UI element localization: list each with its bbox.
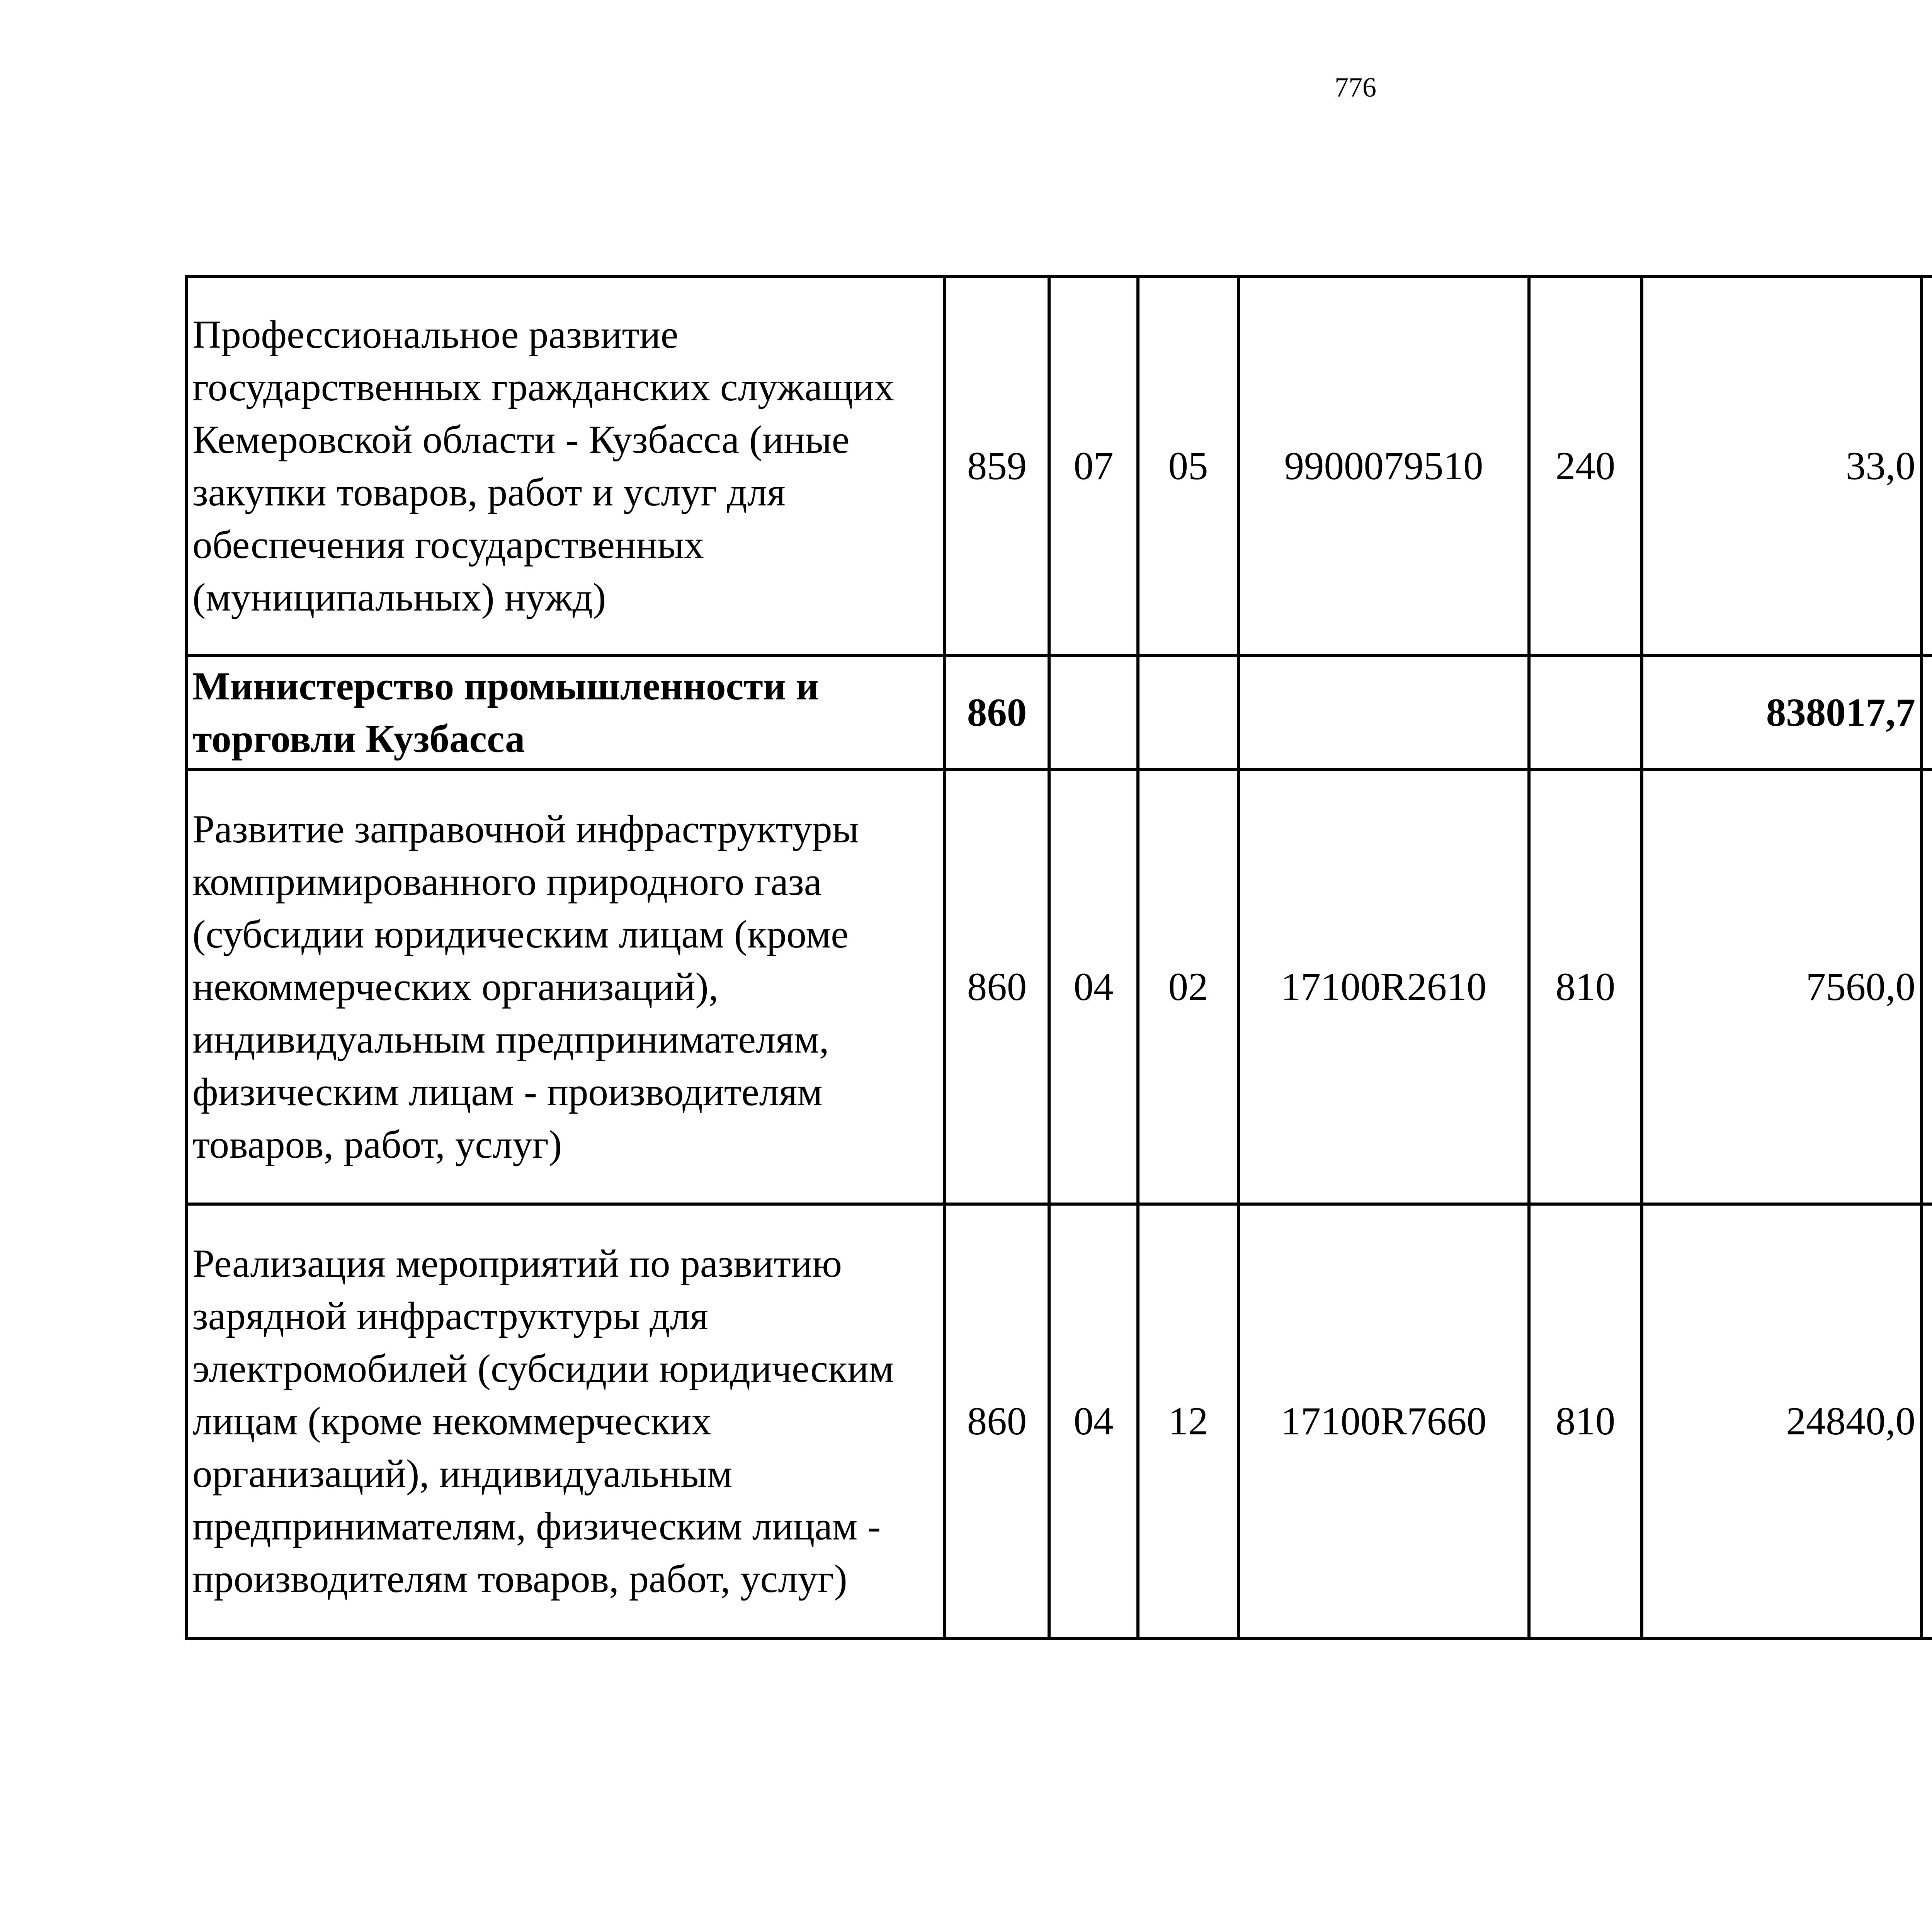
expense-type-code: 810 [1529, 770, 1642, 1204]
section-code [1049, 655, 1138, 770]
row-name: Реализация мероприятий по развитию зарядной инфраструктуры для электромобилей (субсидии юридическим лицам (кроме некоммерческих организаций), индивидуальным предпринимателям, физическим лицам - производителям товаров, работ, услуг) [186, 1204, 945, 1638]
sum-1: 7560,0 [1642, 770, 1922, 1204]
target-item-code [1238, 655, 1529, 770]
target-item-code: 17100R7660 [1238, 1204, 1529, 1638]
ministry-code: 859 [945, 277, 1049, 655]
row-name: Развитие заправочной инфраструктуры компримированного природного газа (субсидии юридическим лицам (кроме некоммерческих организаций), индивидуальным предпринимателям, физическим лицам - производителям товаров, работ, услуг) [186, 770, 945, 1204]
sum-1: 838017,7 [1642, 655, 1922, 770]
ministry-code: 860 [945, 770, 1049, 1204]
sum-2 [1922, 655, 1932, 770]
table-row [186, 655, 1932, 770]
subsection-code: 05 [1138, 277, 1238, 655]
expense-type-code [1529, 655, 1642, 770]
budget-table [185, 275, 1932, 1640]
subsection-code: 12 [1138, 1204, 1238, 1638]
sum-2 [1922, 770, 1932, 1204]
section-code: 07 [1049, 277, 1138, 655]
sum-1: 24840,0 [1642, 1204, 1922, 1638]
table-row [186, 770, 1932, 1204]
subsection-code [1138, 655, 1238, 770]
ministry-code: 860 [945, 1204, 1049, 1638]
target-item-code: 17100R2610 [1238, 770, 1529, 1204]
expense-type-code: 240 [1529, 277, 1642, 655]
table-row [186, 277, 1932, 655]
table-row [186, 1204, 1932, 1638]
subsection-code: 02 [1138, 770, 1238, 1204]
row-name: Профессиональное развитие государственных гражданских служащих Кемеровской области - Кузбасса (иные закупки товаров, работ и услуг для обеспечения государственных (муниципальных) нужд) [186, 277, 945, 655]
expense-type-code: 810 [1529, 1204, 1642, 1638]
sum-2 [1922, 277, 1932, 655]
target-item-code: 9900079510 [1238, 277, 1529, 655]
page-number: 776 [1335, 72, 1376, 103]
row-name: Министерство промышленности и торговли Кузбасса [186, 655, 945, 770]
sum-1: 33,0 [1642, 277, 1922, 655]
ministry-code: 860 [945, 655, 1049, 770]
section-code: 04 [1049, 770, 1138, 1204]
section-code: 04 [1049, 1204, 1138, 1638]
sum-2 [1922, 1204, 1932, 1638]
